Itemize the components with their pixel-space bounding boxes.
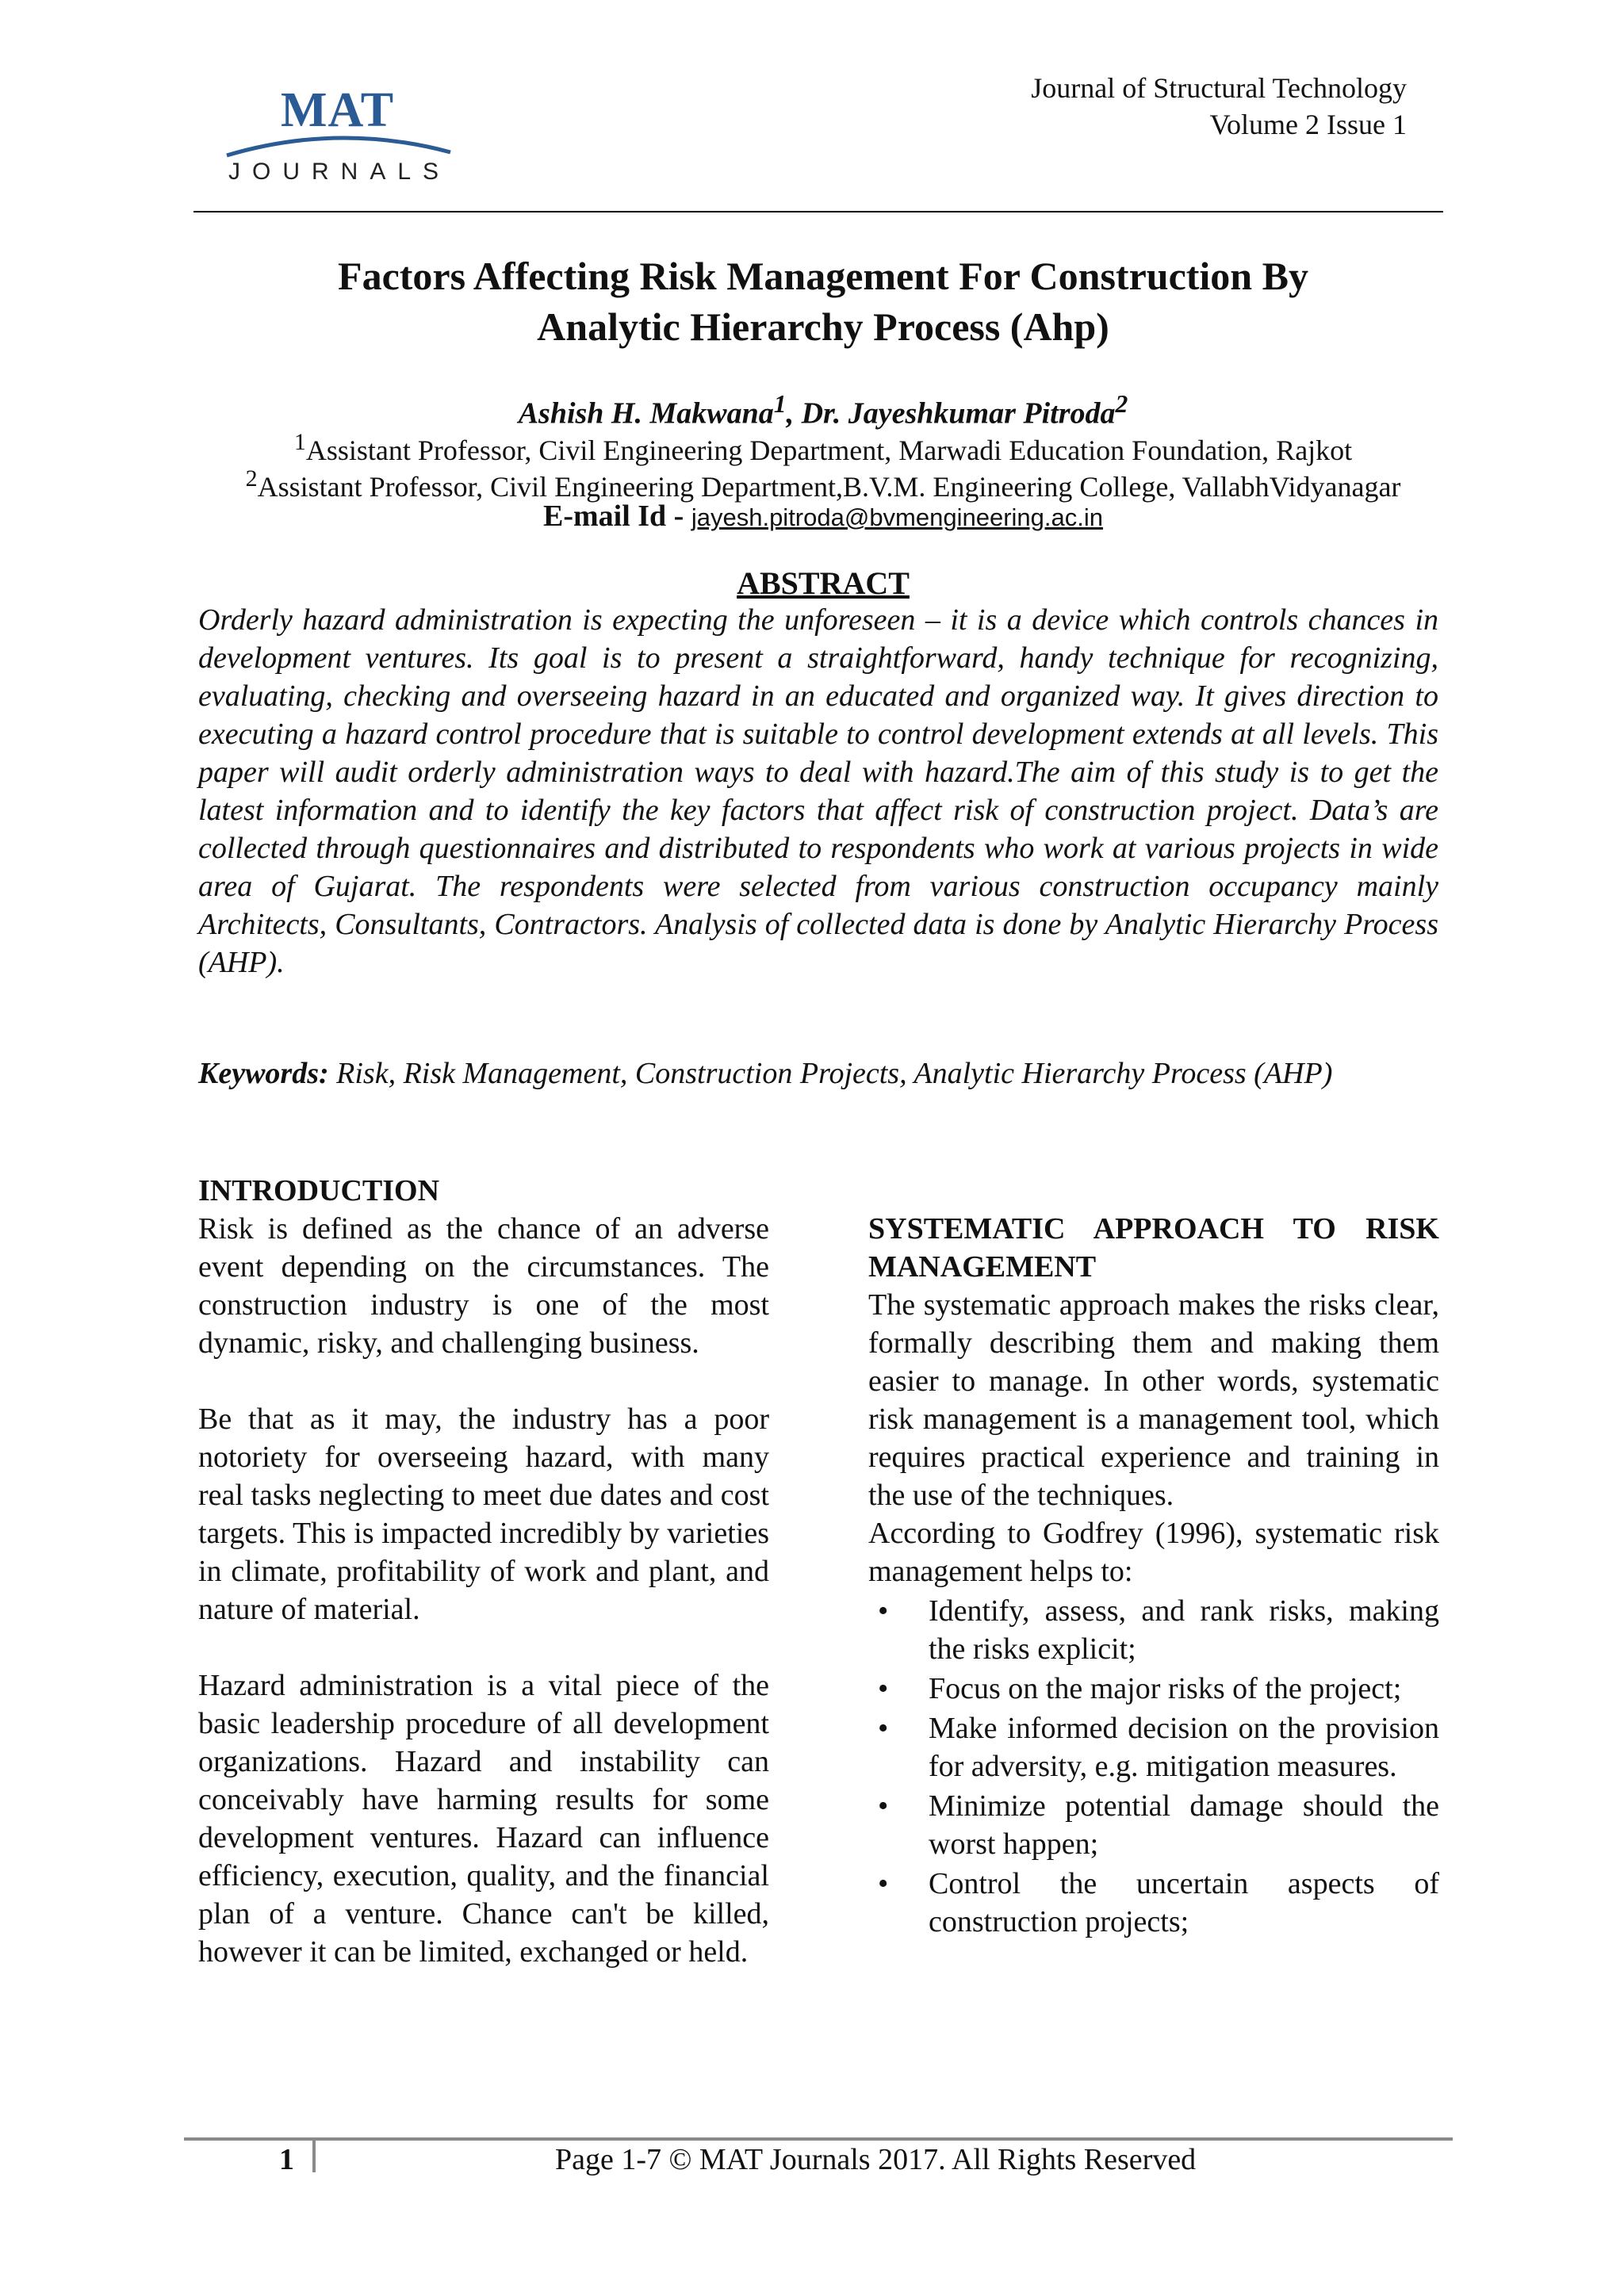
introduction-paragraph: Risk is defined as the chance of an adverse event depending on the circumstances. The construction industry is one of the most dynamic, risky, and challenging business. xyxy=(198,1212,769,1360)
introduction-heading: INTRODUCTION xyxy=(198,1174,440,1207)
affiliation-1-text: Assistant Professor, Civil Engineering Department, Marwadi Education Foundation, Rajkot xyxy=(305,434,1353,466)
paper-title-line-1: Factors Affecting Risk Management For Construction By xyxy=(338,254,1308,298)
list-item-text: Control the uncertain aspects of construction projects; xyxy=(929,1867,1439,1938)
keywords xyxy=(198,1054,1438,1093)
list-item-text: Make informed decision on the provision for adversity, e.g. mitigation measures. xyxy=(929,1712,1439,1783)
affiliation-2-text: Assistant Professor, Civil Engineering Department,B.V.M. Engineering College, VallabhVidyanagar xyxy=(257,471,1401,503)
abstract-text: Orderly hazard administration is expecting the unforeseen – it is a device which controls chances in development ventures. Its goal is to present a straightforward, handy technique for recognizing, evaluating, checking and overseeing hazard in an educated and organized way. It gives direction to executing a hazard control procedure that is suitable to control development extends at all levels. This paper will audit orderly administration ways to deal with hazard.The aim of this study is to get the latest information and to identify the key factors that affect risk of construction project. Data’s are collected through questionnaires and distributed to respondents who work at various projects in wide area of Gujarat. The respondents were selected from various construction occupancy mainly Architects, Consultants, Contractors. Analysis of collected data is done by Analytic Hierarchy Process (AHP). xyxy=(198,603,1438,979)
journal-logo xyxy=(224,83,454,190)
paper-title-line-2: Analytic Hierarchy Process (Ahp) xyxy=(537,304,1109,349)
list-item xyxy=(868,1670,1439,1708)
author-separator: , xyxy=(786,396,802,430)
page-number: 1 xyxy=(279,2143,294,2176)
list-item xyxy=(868,1865,1439,1941)
list-item-text: Minimize potential damage should the worst happen; xyxy=(929,1789,1439,1861)
introduction-paragraph: Be that as it may, the industry has a poor notoriety for overseeing hazard, with many real tasks neglecting to meet due dates and cost targets. This is impacted incredibly by varieties in climate, profitability of work and plant, and nature of material. xyxy=(198,1402,769,1626)
affiliation-2-superscript: 2 xyxy=(245,465,258,492)
abstract-heading: ABSTRACT xyxy=(737,565,910,601)
benefits-list xyxy=(868,1592,1439,1941)
systematic-paragraph: According to Godfrey (1996), systematic risk management helps to: xyxy=(868,1517,1439,1588)
bullet-icon: • xyxy=(878,1672,889,1705)
bullet-icon: • xyxy=(878,1712,889,1745)
footer-divider xyxy=(184,2137,1453,2141)
paper-title xyxy=(198,251,1448,352)
author-2: Dr. Jayeshkumar Pitroda xyxy=(801,396,1116,430)
systematic-approach-heading: SYSTEMATIC APPROACH TO RISK MANAGEMENT xyxy=(868,1212,1439,1284)
list-item-text: Identify, assess, and rank risks, making the risks explicit; xyxy=(929,1594,1439,1666)
list-item xyxy=(868,1709,1439,1785)
journal-info xyxy=(1031,70,1407,143)
introduction-paragraph: Hazard administration is a vital piece of the basic leadership procedure of all development organizations. Hazard and instability can conceivably have harming results for some development ventures. Hazard can influence efficiency, execution, quality, and the financial plan of a venture. Chance can't be killed, however it can be limited, exchanged or held. xyxy=(198,1669,769,1969)
bullet-icon: • xyxy=(878,1867,889,1900)
logo-text-journals: JOURNALS xyxy=(228,159,451,185)
list-item xyxy=(868,1787,1439,1863)
bullet-icon: • xyxy=(878,1789,889,1823)
author-2-superscript: 2 xyxy=(1115,390,1128,418)
author-1: Ashish H. Makwana xyxy=(518,396,774,430)
journal-volume: Volume 2 Issue 1 xyxy=(1209,109,1407,140)
journal-name: Journal of Structural Technology xyxy=(1031,72,1407,104)
affiliation-1-superscript: 1 xyxy=(293,429,306,455)
email-link[interactable]: jayesh.pitroda@bvmengineering.ac.in xyxy=(691,503,1104,531)
email-label: E-mail Id - xyxy=(542,499,691,533)
footer-page-separator xyxy=(312,2141,316,2172)
author-1-superscript: 1 xyxy=(773,390,787,418)
introduction-section xyxy=(198,1172,769,2009)
systematic-approach-section xyxy=(868,1210,1439,1941)
bullet-icon: • xyxy=(878,1594,889,1628)
email-line xyxy=(198,498,1448,536)
keywords-label: Keywords: xyxy=(198,1057,329,1090)
footer-copyright: Page 1-7 © MAT Journals 2017. All Rights Reserved xyxy=(555,2143,1197,2176)
systematic-paragraph: The systematic approach makes the risks clear, formally describing them and making them easier to manage. In other words, systematic risk management is a management tool, which requires practical experience and training in the use of the techniques. xyxy=(868,1288,1439,1512)
logo-text-mat: MAT xyxy=(281,83,395,137)
list-item-text: Focus on the major risks of the project; xyxy=(929,1672,1402,1705)
header-divider xyxy=(193,211,1443,212)
list-item xyxy=(868,1592,1439,1668)
logo-swoosh-icon xyxy=(224,127,454,159)
keywords-text: Risk, Risk Management, Construction Projects, Analytic Hierarchy Process (AHP) xyxy=(328,1057,1333,1090)
